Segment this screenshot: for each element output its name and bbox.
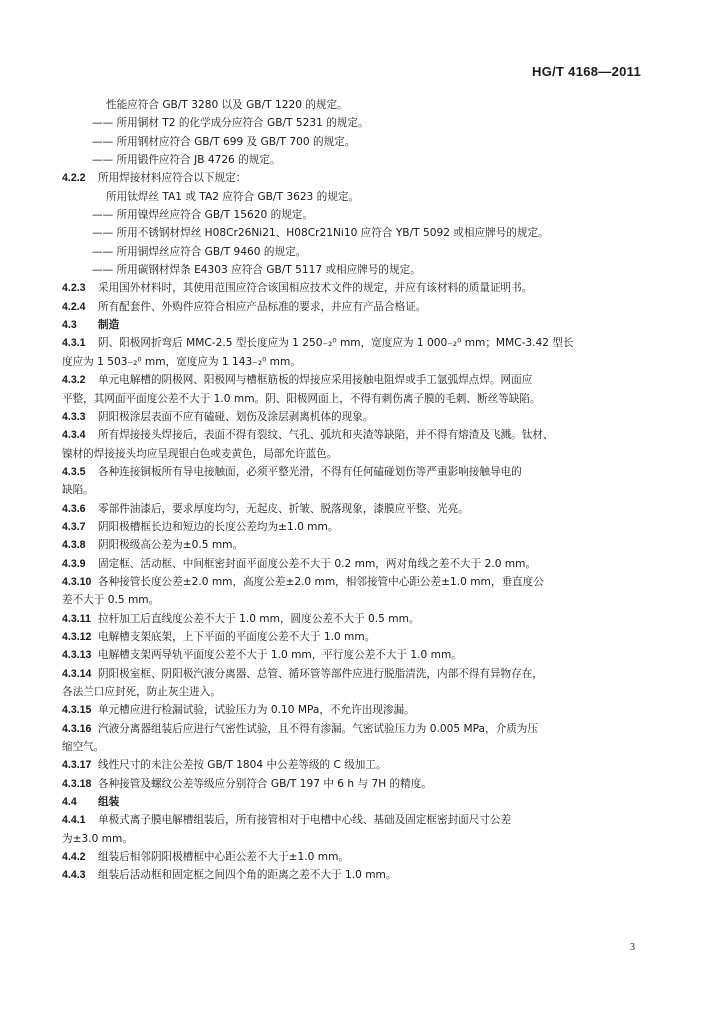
clause-text: 差不大于 0.5 mm。 <box>62 594 160 607</box>
clause-number: 4.3.6 <box>62 502 86 515</box>
clause-text: 所用钛焊丝 TA1 或 TA2 应符合 GB/T 3623 的规定。 <box>106 190 360 203</box>
clause-line <box>62 169 642 187</box>
clause-text: 组装后相邻阴阳极槽框中心距公差不大于±1.0 mm。 <box>98 851 350 864</box>
clause-line <box>62 463 642 481</box>
clause-number: 4.3 <box>62 319 77 332</box>
clause-line <box>62 756 642 774</box>
clause-text: 固定框、活动框、中间框密封面平面度公差不大于 0.2 mm，两对角线之差不大于 2.0 mm。 <box>98 557 537 570</box>
clause-text: —— 所用镍焊丝应符合 GB/T 15620 的规定。 <box>92 209 313 222</box>
clause-line <box>62 701 642 719</box>
section-heading: 组装 <box>98 796 120 809</box>
clause-number: 4.3.15 <box>62 704 92 717</box>
text-line <box>62 151 642 169</box>
clause-number: 4.4.2 <box>62 851 86 864</box>
clause-number: 4.3.9 <box>62 557 86 570</box>
clause-line <box>62 426 642 444</box>
clause-line <box>62 665 642 683</box>
clause-number: 4.3.16 <box>62 722 92 735</box>
clause-number: 4.2.3 <box>62 282 86 295</box>
clause-line <box>62 811 642 829</box>
clause-text: 单极式离子膜电解槽组装后，所有接管相对于电槽中心线、基础及固定框密封面尺寸公差 <box>98 814 512 827</box>
clause-text: 所有配套件、外购件应符合相应产品标准的要求，并应有产品合格证。 <box>98 300 427 313</box>
clause-line <box>62 848 642 866</box>
text-line <box>62 683 642 701</box>
clause-number: 4.3.10 <box>62 575 92 588</box>
clause-text: 线性尺寸的未注公差按 GB/T 1804 中公差等级的 C 级加工。 <box>98 759 387 772</box>
clause-number: 4.3.17 <box>62 759 92 772</box>
clause-text: 各种接管长度公差±2.0 mm，高度公差±2.0 mm，相邻接管中心距公差±1.0 mm，垂直度公 <box>98 575 544 588</box>
text-line <box>62 206 642 224</box>
clause-line <box>62 518 642 536</box>
clause-text: 各法兰口应封死，防止灰尘进入。 <box>62 686 221 698</box>
clause-text: 拉杆加工后直线度公差不大于 1.0 mm，圆度公差不大于 0.5 mm。 <box>98 612 420 625</box>
clause-number: 4.3.5 <box>62 465 86 478</box>
clause-text: 度应为 1 503₋₂⁰ mm，宽度应为 1 143₋₂⁰ mm。 <box>62 355 301 368</box>
clause-number: 4.3.12 <box>62 630 92 643</box>
clause-number: 4.4.1 <box>62 814 86 827</box>
clause-line <box>62 610 642 628</box>
clause-text: 所有焊接接头焊接后，表面不得有裂纹、气孔、弧坑和夹渣等缺陷，并不得有熔渣及飞溅。钛材、 <box>98 429 554 442</box>
document-code-header: HG/T 4168—2011 <box>532 64 641 79</box>
text-line <box>62 96 642 114</box>
clause-line <box>62 720 642 738</box>
page-number: 3 <box>630 942 635 953</box>
text-line <box>62 738 642 756</box>
clause-number: 4.3.1 <box>62 337 86 350</box>
clause-line <box>62 573 642 591</box>
clause-text: 零部件油漆后，要求厚度均匀，无起皮、折皱、脱落现象，漆膜应平整、光亮。 <box>98 502 469 515</box>
clause-line <box>62 536 642 554</box>
clause-number: 4.3.2 <box>62 374 86 387</box>
clause-number: 4.3.3 <box>62 410 86 423</box>
text-line <box>62 133 642 151</box>
text-line <box>62 243 642 261</box>
clause-text: 镍材的焊接接头均应呈现银白色或麦黄色，局部允许蓝色。 <box>62 447 338 460</box>
clause-text: —— 所用铜焊丝应符合 GB/T 9460 的规定。 <box>92 245 307 258</box>
clause-text: 阴、阳极网折弯后 MMC-2.5 型长度应为 1 250₋₂⁰ mm，宽度应为 1 000₋₂⁰ mm；MMC-3.42 型长 <box>98 337 574 350</box>
clause-number: 4.4.3 <box>62 869 86 882</box>
clause-line <box>62 646 642 664</box>
clause-line <box>62 334 642 352</box>
text-line <box>62 353 642 371</box>
clause-number: 4.3.7 <box>62 520 86 533</box>
clause-text: —— 所用钢材应符合 GB/T 699 及 GB/T 700 的规定。 <box>92 135 356 148</box>
clause-text: 单元电解槽的阴极网、阳极网与槽框筋板的焊接应采用接触电阻焊或手工氩弧焊点焊。网面应 <box>98 374 533 387</box>
clause-line <box>62 793 642 811</box>
clause-number: 4.3.8 <box>62 539 86 552</box>
document-body <box>62 96 642 885</box>
section-heading: 制造 <box>98 319 120 332</box>
clause-number: 4.3.14 <box>62 667 92 680</box>
text-line <box>62 830 642 848</box>
text-line <box>62 481 642 499</box>
clause-text: 电解槽支架两导轨平面度公差不大于 1.0 mm，平行度公差不大于 1.0 mm。 <box>98 649 462 662</box>
clause-text: 平整，其网面平面度公差不大于 1.0 mm。阴、阳极网面上，不得有刺伤离子膜的毛刺、断丝等缺陷。 <box>62 392 541 405</box>
clause-number: 4.2.4 <box>62 300 86 313</box>
clause-text: 阴阳极涂层表面不应有磕碰、划伤及涂层剥离机体的现象。 <box>98 410 374 423</box>
text-line <box>62 591 642 609</box>
text-line <box>62 445 642 463</box>
clause-line <box>62 628 642 646</box>
clause-text: 为±3.0 mm。 <box>62 832 133 845</box>
clause-number: 4.3.11 <box>62 612 91 625</box>
clause-line <box>62 408 642 426</box>
text-line <box>62 188 642 206</box>
clause-text: —— 所用铜材 T2 的化学成分应符合 GB/T 5231 的规定。 <box>92 117 369 130</box>
clause-text: 各种连接铜板所有导电接触面，必须平整光滑，不得有任何磕碰划伤等严重影响接触导电的 <box>98 465 522 478</box>
clause-number: 4.4 <box>62 796 77 809</box>
clause-number: 4.3.4 <box>62 429 86 442</box>
text-line <box>62 224 642 242</box>
clause-number: 4.2.2 <box>62 172 86 185</box>
clause-text: —— 所用锻件应符合 JB 4726 的规定。 <box>92 154 281 167</box>
clause-text: 单元槽应进行检漏试验，试验压力为 0.10 MPa，不允许出现渗漏。 <box>98 704 415 717</box>
text-line <box>62 261 642 279</box>
clause-text: 采用国外材料时，其使用范围应符合该国相应技术文件的规定，并应有该材料的质量证明书。 <box>98 282 533 295</box>
clause-text: —— 所用碳钢材焊条 E4303 应符合 GB/T 5117 或相应牌号的规定。 <box>92 264 421 277</box>
clause-text: —— 所用不锈钢材焊丝 H08Cr26Ni21、H08Cr21Ni10 应符合 YB/T 5092 或相应牌号的规定。 <box>92 227 549 240</box>
clause-text: 阴阳极级高公差为±0.5 mm。 <box>98 539 244 552</box>
clause-text: 电解槽支架底架，上下平面的平面度公差不大于 1.0 mm。 <box>98 630 376 643</box>
clause-line <box>62 298 642 316</box>
clause-line <box>62 371 642 389</box>
clause-text: 阴阳极槽框长边和短边的长度公差均为±1.0 mm。 <box>98 520 339 533</box>
clause-text: 所用焊接材料应符合以下规定： <box>98 172 247 185</box>
clause-line <box>62 866 642 884</box>
clause-number: 4.3.18 <box>62 777 92 790</box>
clause-text: 各种接管及螺纹公差等级应分别符合 GB/T 197 中 6 h 与 7H 的精度。 <box>98 777 432 790</box>
clause-text: 缺陷。 <box>62 484 94 497</box>
clause-text: 组装后活动框和固定框之间四个角的距离之差不大于 1.0 mm。 <box>98 869 397 882</box>
clause-text: 缩空气。 <box>62 741 105 754</box>
text-line <box>62 390 642 408</box>
clause-line <box>62 279 642 297</box>
clause-line <box>62 316 642 334</box>
clause-line <box>62 555 642 573</box>
clause-line <box>62 500 642 518</box>
text-line <box>62 114 642 132</box>
clause-text: 性能应符合 GB/T 3280 以及 GB/T 1220 的规定。 <box>106 99 348 111</box>
clause-text: 汽液分离器组装后应进行气密性试验，且不得有渗漏。气密试验压力为 0.005 MPa，介质为压 <box>98 722 538 735</box>
clause-text: 阴阳极室框、阴阳极汽液分离器、总管、循环管等部件应进行脱脂清洗，内部不得有异物存在， <box>98 667 543 680</box>
clause-number: 4.3.13 <box>62 649 92 662</box>
clause-line <box>62 775 642 793</box>
